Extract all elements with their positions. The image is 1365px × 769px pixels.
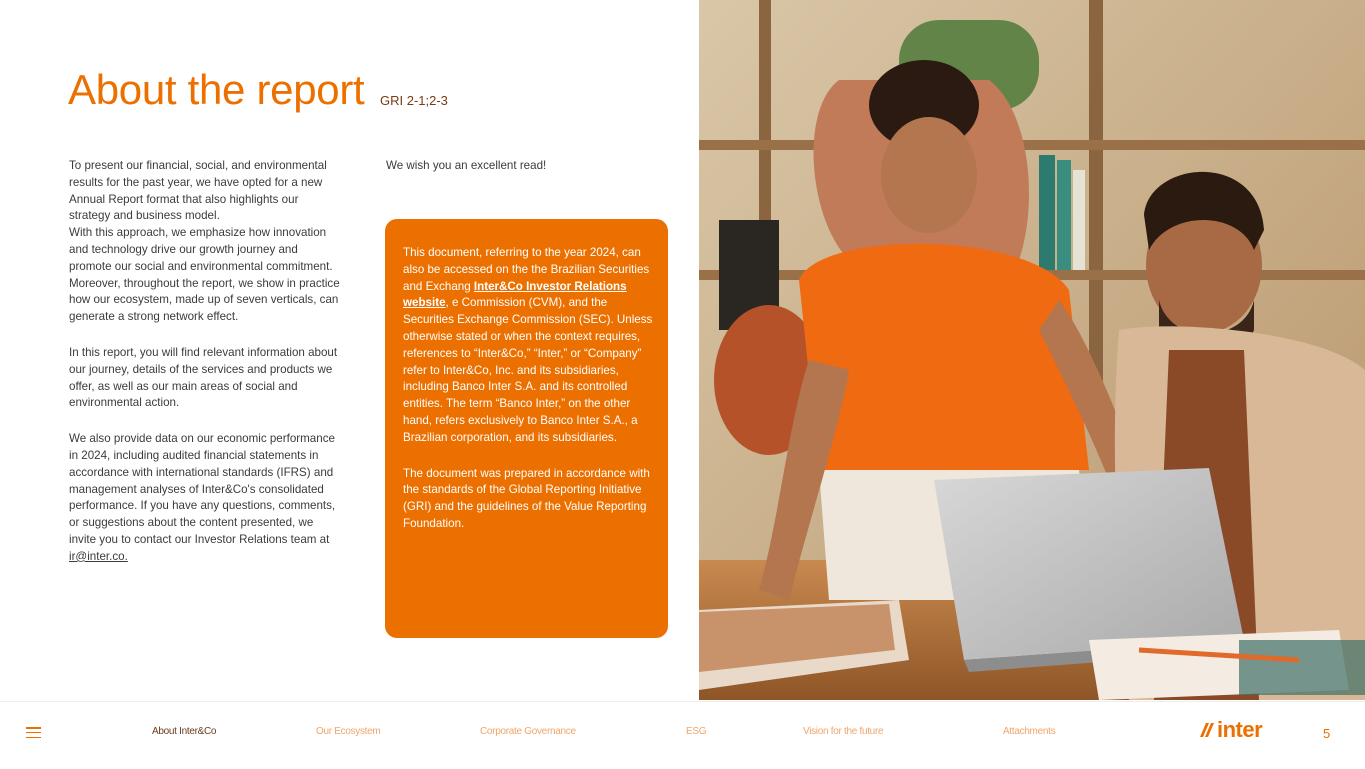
logo-wordmark: inter (1217, 717, 1263, 742)
inter-logo[interactable] (1199, 717, 1262, 743)
nav-item-corporate-governance[interactable]: Corporate Governance (480, 726, 576, 737)
closing-note: We wish you an excellent read! (386, 159, 547, 172)
footer-nav-bar (0, 701, 1365, 769)
nav-item-our-ecosystem[interactable]: Our Ecosystem (316, 726, 381, 737)
callout-text-after-link: , e Commission (CVM), and the Securities Exchange Commission (SEC). Unless otherwise stated or when the context requires, references to “Inter&Co,” “Inter,” or “Company” refer to Inter&Co, Inc. and its subsidiaries, including Banco Inter S.A. and its controlled entities. The term “Banco Inter,” on the other hand, refers exclusively to Banco Inter S.A., a Brazilian corporation, and its subsidiaries. (403, 296, 653, 444)
hero-photo (699, 0, 1365, 700)
investor-relations-link[interactable]: Inter&Co Investor Relations website (403, 279, 627, 310)
paragraph-intro: To present our financial, social, and environmental results for the past year, we have opted for a new Annual Report format that also highlights our strategy and business model. (69, 159, 327, 223)
inter-logo-stripes-icon (1199, 721, 1217, 739)
callout-paragraph-access (403, 245, 654, 447)
gri-reference: GRI 2-1;2-3 (380, 93, 448, 108)
nav-item-about-interco[interactable]: About Inter&Co (152, 726, 217, 737)
info-callout-box (385, 219, 668, 638)
body-column-left (69, 158, 341, 566)
callout-text-before-link: This document, referring to the year 2024, can also be accessed on the the Brazilian Securities and Exchang (403, 246, 650, 293)
page-title: About the report (68, 66, 365, 113)
nav-item-vision-for-the-future[interactable]: Vision for the future (803, 726, 884, 737)
photo-illustration (699, 0, 1365, 700)
paragraph-economic-data (69, 431, 341, 565)
nav-item-attachments[interactable]: Attachments (1003, 726, 1056, 737)
callout-paragraph-gri: The document was prepared in accordance with the standards of the Global Reporting Initiative (GRI) and the guidelines of the Value Reporting Foundation. (403, 466, 650, 530)
page-number: 5 (1323, 726, 1331, 741)
paragraph-approach: With this approach, we emphasize how innovation and technology drive our growth journey and promote our social and environmental commitment. Moreover, throughout the report, we show in practice how our ecosystem, made up of seven verticals, can generate a strong network effect. (69, 226, 340, 324)
hamburger-menu-icon[interactable] (26, 727, 41, 739)
economic-data-text: We also provide data on our economic performance in 2024, including audited financial statements in accordance with international standards (IFRS) and management analyses of Inter&Co's consolidated performance. If you have any questions, comments, or suggestions about the content presented, we invite you to contact our Investor Relations team at (69, 432, 336, 546)
nav-item-esg[interactable]: ESG (686, 726, 707, 737)
paragraph-report-content: In this report, you will find relevant information about our journey, details of the services and products we offer, as well as our main areas of social and environmental action. (69, 345, 338, 410)
ir-email-link[interactable]: ir@inter.co. (69, 549, 128, 563)
